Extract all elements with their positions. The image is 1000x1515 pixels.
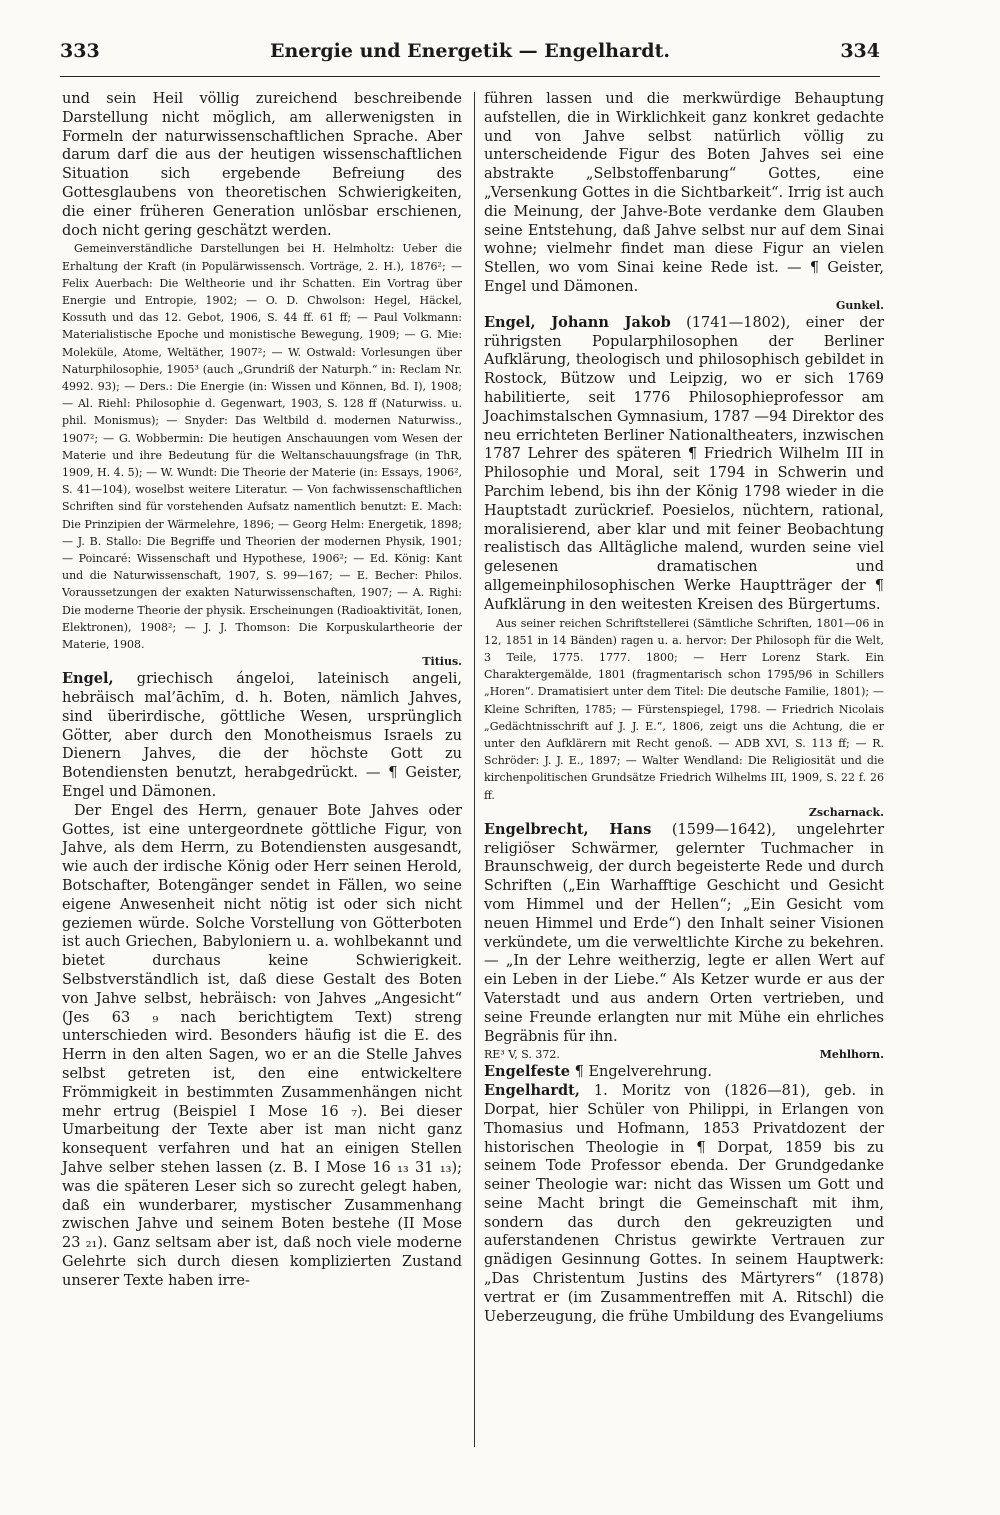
re-citation: RE³ V, S. 372. — [484, 1048, 560, 1062]
headword-engelhardt: Engelhardt, — [484, 1082, 580, 1100]
entry-engel — [62, 670, 462, 802]
engel-continuation: führen lassen und die merkwürdige Behauptung aufstellen, die in Wirklichkeit ganz konkret gedachte und von Jahve selbst natürlich völlig zu unterscheidende Figur des Boten Jahves sei eine abstrakte „Selbstoffenbarung“ Gottes, eine „Versenkung Gottes in die Sichtbarkeit“. Irrig ist auch die Meinung, der Jahve-Bote verdanke dem Glauben seine Entstehung, daß Jahve selbst nur auf dem Sinai wohne; vielmehr findet man diese Figur an vielen Stellen, wo vom Sinai keine Rede ist. — ¶ Geister, Engel und Dämonen. — [484, 91, 884, 295]
engel-literature: Aus seiner reichen Schriftstellerei (Sämtliche Schriften, 1801—06 in 12, 1851 in 14 Bänden) ragen u. a. hervor: Der Philosoph für die Welt, 3 Teile, 1775. 1777. 1800; — Herr Lorenz Stark. Ein Charaktergemälde, 1801 (fragmentarisch schon 1795/96 in Schillers „Horen“. Dramatisiert unter dem Titel: Die deutsche Familie, 1801); — Kleine Schriften, 1785; — Fürstenspiegel, 1798. — Friedrich Nicolais „Gedächtnisschrift auf J. J. E.“, 1806, zeigt uns die Achtung, die er unter den Aufklärern mit Recht genoß. — ADB XVI, S. 113 ff; — R. Schröder: J. J. E., 1897; — Walter Wendland: Die Religiosität und die kirchenpolitischen Grundsätze Friedrich Wilhelms III, 1909, S. 22 f. 26 ff. — [484, 616, 884, 802]
headword-engel-johann-jakob: Engel, Johann Jakob — [484, 313, 671, 331]
entry-engelhardt — [484, 1082, 884, 1326]
energie-literature: Gemeinverständliche Darstellungen bei H. Helmholtz: Ueber die Erhaltung der Kraft (in Populärwissensch. Vorträge, 2. H.), 1876²; — Felix Auerbach: Die Weltheorie und ihr Schatten. Ein Vortrag über Energie und Entropie, 1902; — O. D. Chwolson: Hegel, Häckel, Kossuth und das 12. Gebot, 1906, S. 44 ff. 61 ff; — Paul Volkmann: Materialistische Epoche und monistische Bewegung, 1909; — G. Mie: Moleküle, Atome, Weltäther, 1907²; — W. Ostwald: Vorlesungen über Naturphilosophie, 1905³ (auch „Grundriß der Naturph.“ in: Reclam Nr. 4992. 93); — Ders.: Die Energie (in: Wissen und Können, Bd. I), 1908; — Al. Riehl: Philosophie d. Gegenwart, 1903, S. 128 ff (Naturwiss. u. phil. Monismus); — Snyder: Das Weltbild d. modernen Naturwiss., 1907²; — G. Wobbermin: Die heutigen Anschauungen vom Wesen der Materie und ihre Bedeutung für die Weltanschauungsfrage (in ThR, 1909, H. 4. 5); — W. Wundt: Die Theorie der Materie (in: Essays, 1906², S. 41—104), woselbst weitere Literatur. — Von fachwissenschaftlichen Schriften sind für vorstehenden Aufsatz namentlich benutzt: E. Mach: Die Prinzipien der Wärmelehre, 1896; — Georg Helm: Energetik, 1898; — J. B. Stallo: Die Begriffe und Theorien der modernen Physik, 1901; — Poincaré: Wissenschaft und Hypothese, 1906²; — Ed. König: Kant und die Naturwissenschaft, 1907, S. 99—167; — E. Becher: Philos. Voraussetzungen der exakten Naturwissenschaften, 1907; — A. Righi: Die moderne Theorie der physik. Erscheinungen (Radioaktivität, Ionen, Elektronen), 1908²; — J. J. Thomson: Die Korpuskulartheorie der Materie, 1908. — [62, 242, 462, 652]
column-divider — [474, 92, 475, 1447]
entry-engelbrecht-text: (1599—1642), ungelehrter religiöser Schwärmer, gelernter Tuchmacher in Braunschweig, der durch begeisterte Rede und durch Schriften („Ein Warhafftige Geschicht und Gesicht vom Himmel und der Hellen“; „Ein Gesicht vom neuen Himmel und Erde“) den Inhalt seiner Visionen verkündete, um die verweltlichte Kirche zu bekehren. — „In der Lehre weitherzig, legte er allen Wert auf ein Leben in der Liebe.“ Als Ketzer wurde er aus der Vaterstadt und aus andern Orten vertrieben, und seine Freunde erlangten nur mit Mühe ein ehrliches Begräbnis für ihn. — [484, 821, 885, 1045]
headword-engel: Engel, — [62, 670, 114, 688]
left-column — [62, 90, 462, 1291]
page-number-left: 333 — [60, 40, 100, 62]
page-number-right: 334 — [840, 40, 880, 62]
headword-engelfeste: Engelfeste — [484, 1063, 571, 1081]
engelbrecht-reference — [484, 1046, 884, 1063]
energie-continuation: und sein Heil völlig zureichend beschreibende Darstellung nicht möglich, am allerwenigsten in Formeln der naturwissenschaftlichen Sprache. Aber darum darf die aus der heutigen wissenschaftlichen Situation sich ergebende Befreiung des Gottesglaubens von theoretischen Schwierigkeiten, die einer früheren Generation unlösbar erschienen, doch nicht gering geschätzt werden. — [62, 91, 462, 239]
page-header — [60, 40, 880, 72]
running-title: Energie und Energetik — Engelhardt. — [270, 40, 670, 62]
author-signature-titius: Titius. — [422, 655, 462, 669]
entry-engelhardt-text: 1. Moritz von (1826—81), geb. in Dorpat, hier Schüler von Philippi, in Erlangen von Thomasius und Hofmann, 1853 Privatdozent der historischen Theologie in ¶ Dorpat, 1859 bis zu seinem Tode Professor ebenda. Der Grundgedanke seiner Theologie war: nicht das Wissen um Gott und seine Macht bringt die Gemeinschaft mit ihm, sondern das durch den gekreuzigten und auferstandenen Christus gewirkte Vertrauen zur gnädigen Gesinnung Gottes. In seinem Hauptwerk: „Das Christentum Justins des Märtyrers“ (1878) vertrat er (im Zusammentreffen mit A. Ritschl) die Ueberzeugung, die frühe Umbildung des Evangeliums — [484, 1083, 885, 1325]
entry-engelfeste-text: ¶ Engelverehrung. — [574, 1064, 713, 1081]
entry-engelbrecht — [484, 821, 884, 1047]
author-signature-zscharnack: Zscharnack. — [808, 805, 884, 819]
entry-engel-johann-jakob-text: (1741—1802), einer der rührigsten Popularphilosophen der Berliner Aufklärung, theologisch und philosophisch gebildet in Rostock, Bützow und Leipzig, wo er sich 1769 habilitierte, seit 1776 Philosophieprofessor am Joachimstalschen Gymnasium, 1787 —94 Direktor des neu errichteten Berliner Nationaltheaters, inzwischen 1787 Lehrer des späteren ¶ Friedrich Wilhelm III in Philosophie und Moral, seit 1794 in Schwerin und Parchim lebend, bis ihn der König 1798 wieder in die Hauptstadt zurückrief. Poesielos, nüchtern, rational, moralisierend, aber klar und mit feiner Beobachtung realistisch das Alltägliche malend, wurden seine viel gelesenen dramatischen und allgemeinphilosophischen Werke Hauptträger der ¶ Aufklärung in den weitesten Kreisen des Bürgertums. — [484, 314, 884, 613]
header-rule — [60, 76, 880, 77]
entry-engelfeste — [484, 1063, 884, 1082]
entry-engel-johann-jakob — [484, 314, 884, 615]
author-signature-mehlhorn: Mehlhorn. — [819, 1048, 884, 1062]
author-signature-gunkel: Gunkel. — [835, 298, 884, 312]
entry-engel-text: griechisch ángeloi, lateinisch angeli, hebräisch mal’āchīm, d. h. Boten, nämlich Jahves, sind überirdische, göttliche Wesen, ursprünglich Götter, aber durch den Monotheismus Israels zu Dienern Jahves, die der höchste Gott zu Botendiensten benutzt, herabgedrückt. — ¶ Geister, Engel und Dämonen. — [62, 671, 463, 801]
right-column — [484, 90, 884, 1326]
headword-engelbrecht: Engelbrecht, Hans — [484, 820, 652, 838]
engel-des-herrn-paragraph: Der Engel des Herrn, genauer Bote Jahves oder Gottes, ist eine untergeordnete göttliche Figur, von Jahve, als dem Herrn, zu Botendiensten ausgesandt, wie auch der irdische König oder Herr seinen Herold, Botschafter, Botengänger sendet in Fällen, wo seine eigene Anwesenheit nicht nötig ist oder sich nicht geziemen würde. Solche Vorstellung von Götterboten ist auch Griechen, Babyloniern u. a. wohlbekannt und bietet durchaus keine Schwierigkeit. Selbstverständlich ist, daß diese Gestalt des Boten von Jahve selbst, hebräisch: von Jahves „Angesicht“ (Jes 63 ₉ nach berichtigtem Text) streng unterschieden wird. Besonders häufig ist die E. des Herrn in den alten Sagen, wo er an die Stelle Jahves selbst getreten ist, den eine entwickeltere Frömmigkeit in bestimmten Zusammenhängen nicht mehr ertrug (Beispiel I Mose 16 ₇). Bei dieser Umarbeitung der Texte aber ist man nicht ganz konsequent verfahren und hat an einigen Stellen Jahve selber stehen lassen (z. B. I Mose 16 ₁₃ 31 ₁₃); was die späteren Leser sich so zurecht gelegt haben, daß ein wunderbarer, mystischer Zusammenhang zwischen Jahve und seinem Boten bestehe (II Mose 23 ₂₁). Ganz seltsam aber ist, daß noch viele moderne Gelehrte sich durch diesen komplizierten Zustand unserer Texte haben irre- — [62, 802, 462, 1289]
